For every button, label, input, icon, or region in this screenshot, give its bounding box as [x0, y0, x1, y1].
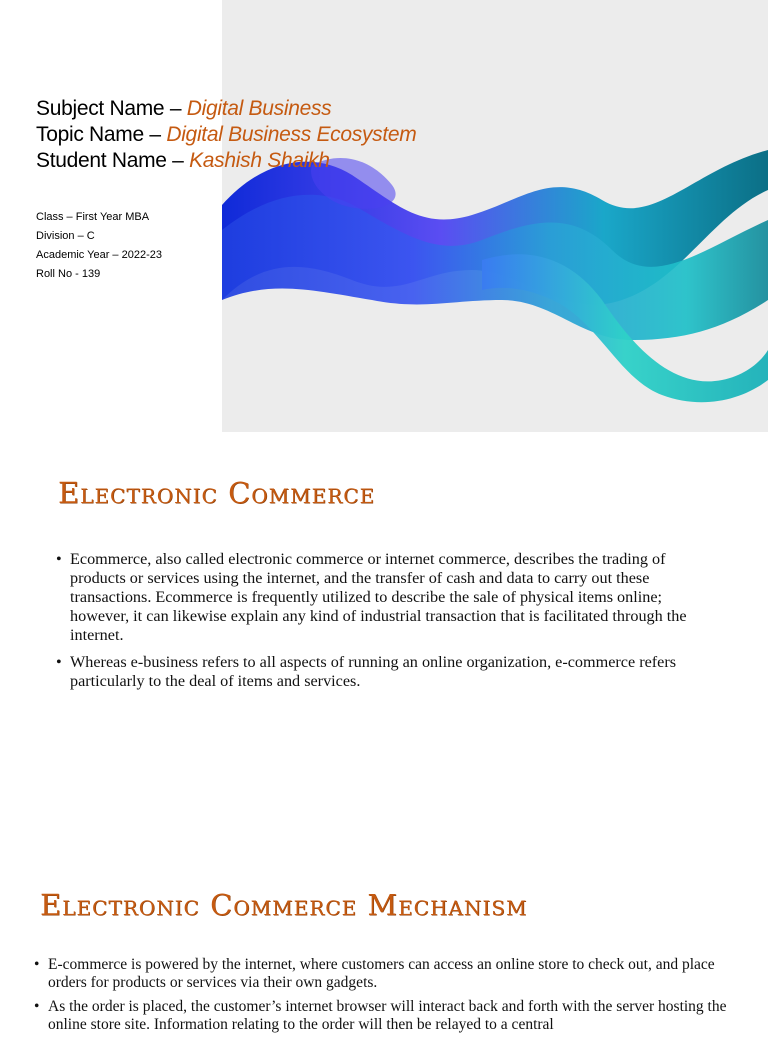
slide-heading: Electronic Commerce Mechanism [40, 888, 528, 922]
wave-ribbon-graphic [222, 0, 768, 432]
topic-label: Topic Name – [36, 123, 167, 146]
bullet-list [34, 956, 739, 1040]
subject-line [36, 96, 416, 122]
class-detail: Class – First Year MBA [36, 211, 150, 223]
academic-year-detail: Academic Year – 2022-23 [36, 249, 162, 261]
wave-art [222, 0, 768, 432]
bullet-item: • E-commerce is powered by the internet, where customers can access an online store to check out, and place orders for products or services via their own gadgets. [34, 956, 739, 992]
topic-line [36, 122, 416, 148]
student-label: Student Name – [36, 149, 190, 172]
title-block [36, 96, 416, 174]
student-value: Kashish Shaikh [189, 149, 330, 172]
bullet-item: • Whereas e-business refers to all aspects of running an online organization, e-commerce refers particularly to the deal of items and services. [56, 653, 716, 691]
bullet-list [56, 550, 716, 699]
subject-value: Digital Business [186, 97, 332, 120]
electronic-commerce-slide [0, 432, 768, 862]
subject-label: Subject Name – [36, 97, 187, 120]
division-detail: Division – C [36, 230, 95, 242]
ecommerce-mechanism-slide [0, 862, 768, 1033]
bullet-item: • Ecommerce, also called electronic commerce or internet commerce, describes the trading of products or services using the internet, and the transfer of cash and data to carry out these transactions. Ecommerce is frequently utilized to describe the sale of physical items online; however, it can likewise explain any kind of industrial transaction that is facilitated through the internet. [56, 550, 716, 645]
cover-slide [0, 0, 768, 432]
topic-value: Digital Business Ecosystem [166, 123, 417, 146]
roll-number-detail: Roll No - 139 [36, 268, 101, 280]
student-line [36, 148, 416, 174]
bullet-item: • As the order is placed, the customer’s internet browser will interact back and forth with the server hosting the online store site. Information relating to the order will then be relayed to a central [34, 998, 739, 1034]
student-details [36, 208, 162, 284]
slide-heading: Electronic Commerce [58, 476, 376, 510]
